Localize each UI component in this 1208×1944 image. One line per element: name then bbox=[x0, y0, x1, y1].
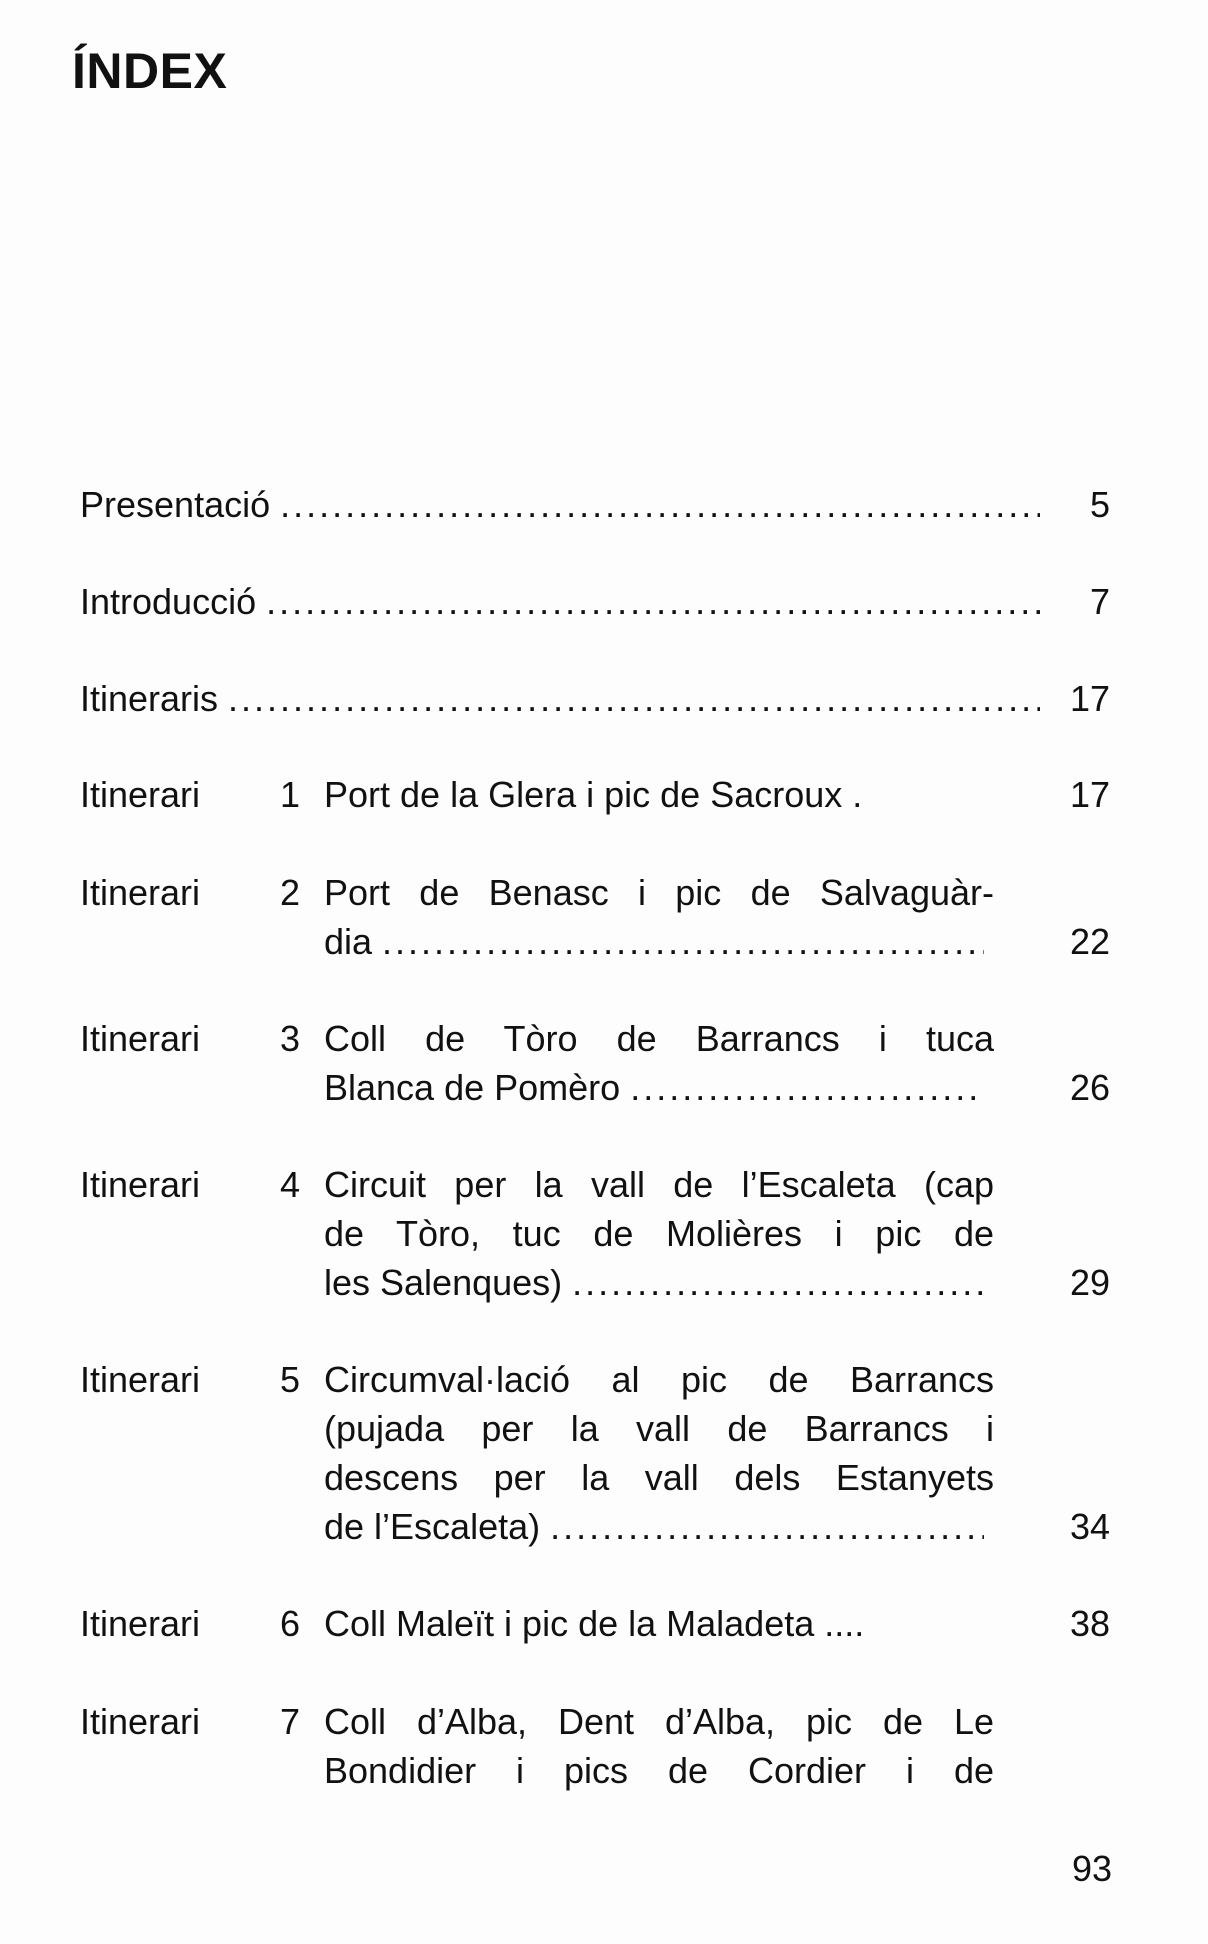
itinerary-title-line-text: dia bbox=[324, 921, 373, 962]
itinerary-number: 4 bbox=[280, 1164, 301, 1205]
dot-leader bbox=[630, 1063, 984, 1112]
page-number: 93 bbox=[1071, 1848, 1112, 1889]
toc-entry-label: Itineraris bbox=[80, 678, 219, 719]
itinerary-word: Itinerari bbox=[80, 774, 201, 815]
itinerary-number: 6 bbox=[280, 1603, 301, 1644]
itinerary-title-line-last bbox=[324, 1063, 994, 1112]
toc-entry-presentacio bbox=[80, 480, 1110, 529]
toc-itinerary-1 bbox=[80, 770, 1110, 819]
toc-itinerary-2 bbox=[80, 868, 1110, 966]
itinerary-title-line: Circuit per la vall de l’Escaleta (cap bbox=[324, 1164, 994, 1205]
itinerary-number: 3 bbox=[280, 1018, 301, 1059]
toc-entry-page: 17 bbox=[1069, 678, 1110, 719]
itinerary-title bbox=[324, 1697, 994, 1795]
itinerary-title-line: Coll d’Alba, Dent d’Alba, pic de Le bbox=[324, 1701, 994, 1742]
itinerary-title bbox=[324, 1599, 994, 1648]
itinerary-title-line-last bbox=[324, 1258, 994, 1307]
itinerary-number: 2 bbox=[280, 872, 301, 913]
itinerary-title-line: Circumval·lació al pic de Barrancs bbox=[324, 1359, 994, 1400]
toc-itinerary-5 bbox=[80, 1355, 1110, 1551]
itinerary-word: Itinerari bbox=[80, 1603, 201, 1644]
dot-leader bbox=[280, 480, 1040, 529]
toc-entry-page: 7 bbox=[1089, 581, 1110, 622]
toc-entry-itineraris bbox=[80, 674, 1110, 723]
toc-entry-introduccio bbox=[80, 577, 1110, 626]
itinerary-word: Itinerari bbox=[80, 1018, 201, 1059]
itinerary-page: 29 bbox=[1069, 1262, 1110, 1303]
itinerary-page: 34 bbox=[1069, 1506, 1110, 1547]
itinerary-title-line-last bbox=[324, 1502, 994, 1551]
itinerary-title bbox=[324, 1355, 994, 1551]
page-title: ÍNDEX bbox=[72, 43, 228, 99]
itinerary-number: 5 bbox=[280, 1359, 301, 1400]
itinerary-title bbox=[324, 868, 994, 966]
itinerary-title-line-text: Blanca de Pomèro bbox=[324, 1067, 621, 1108]
itinerary-title-line: de Tòro, tuc de Molières i pic de bbox=[324, 1213, 994, 1254]
toc-entry-page: 5 bbox=[1089, 484, 1110, 525]
toc-itinerary-4 bbox=[80, 1160, 1110, 1307]
itinerary-title-line-text: les Salenques) bbox=[324, 1262, 563, 1303]
itinerary-word: Itinerari bbox=[80, 1359, 201, 1400]
itinerary-number: 1 bbox=[280, 774, 301, 815]
toc-entry-label: Introducció bbox=[80, 581, 257, 622]
itinerary-page: 17 bbox=[1069, 774, 1110, 815]
toc-itinerary-6 bbox=[80, 1599, 1110, 1648]
itinerary-title-line: descens per la vall dels Estanyets bbox=[324, 1457, 994, 1498]
toc-entry-label: Presentació bbox=[80, 484, 271, 525]
itinerary-title-line: Port de la Glera i pic de Sacroux . bbox=[324, 774, 863, 815]
toc-itinerary-7 bbox=[80, 1697, 1110, 1795]
itinerary-number: 7 bbox=[280, 1701, 301, 1742]
itinerary-title-line: Bondidier i pics de Cordier i de bbox=[324, 1750, 994, 1791]
dot-leader bbox=[382, 917, 984, 966]
itinerary-title-line: (pujada per la vall de Barrancs i bbox=[324, 1408, 994, 1449]
itinerary-title bbox=[324, 1014, 994, 1112]
itinerary-page: 22 bbox=[1069, 921, 1110, 962]
itinerary-title-line-last bbox=[324, 917, 994, 966]
itinerary-word: Itinerari bbox=[80, 1164, 201, 1205]
dot-leader bbox=[266, 577, 1040, 626]
itinerary-word: Itinerari bbox=[80, 872, 201, 913]
dot-leader bbox=[550, 1502, 984, 1551]
itinerary-page: 26 bbox=[1069, 1067, 1110, 1108]
itinerary-page: 38 bbox=[1069, 1603, 1110, 1644]
itinerary-title-line: Coll Maleït i pic de la Maladeta .... bbox=[324, 1603, 865, 1644]
itinerary-title bbox=[324, 1160, 994, 1307]
itinerary-title bbox=[324, 770, 994, 819]
itinerary-title-line-text: de l’Escaleta) bbox=[324, 1506, 541, 1547]
itinerary-word: Itinerari bbox=[80, 1701, 201, 1742]
itinerary-title-line: Port de Benasc i pic de Salvaguàr- bbox=[324, 872, 994, 913]
toc-itinerary-3 bbox=[80, 1014, 1110, 1112]
itinerary-title-line: Coll de Tòro de Barrancs i tuca bbox=[324, 1018, 994, 1059]
dot-leader bbox=[572, 1258, 984, 1307]
dot-leader bbox=[228, 674, 1040, 723]
